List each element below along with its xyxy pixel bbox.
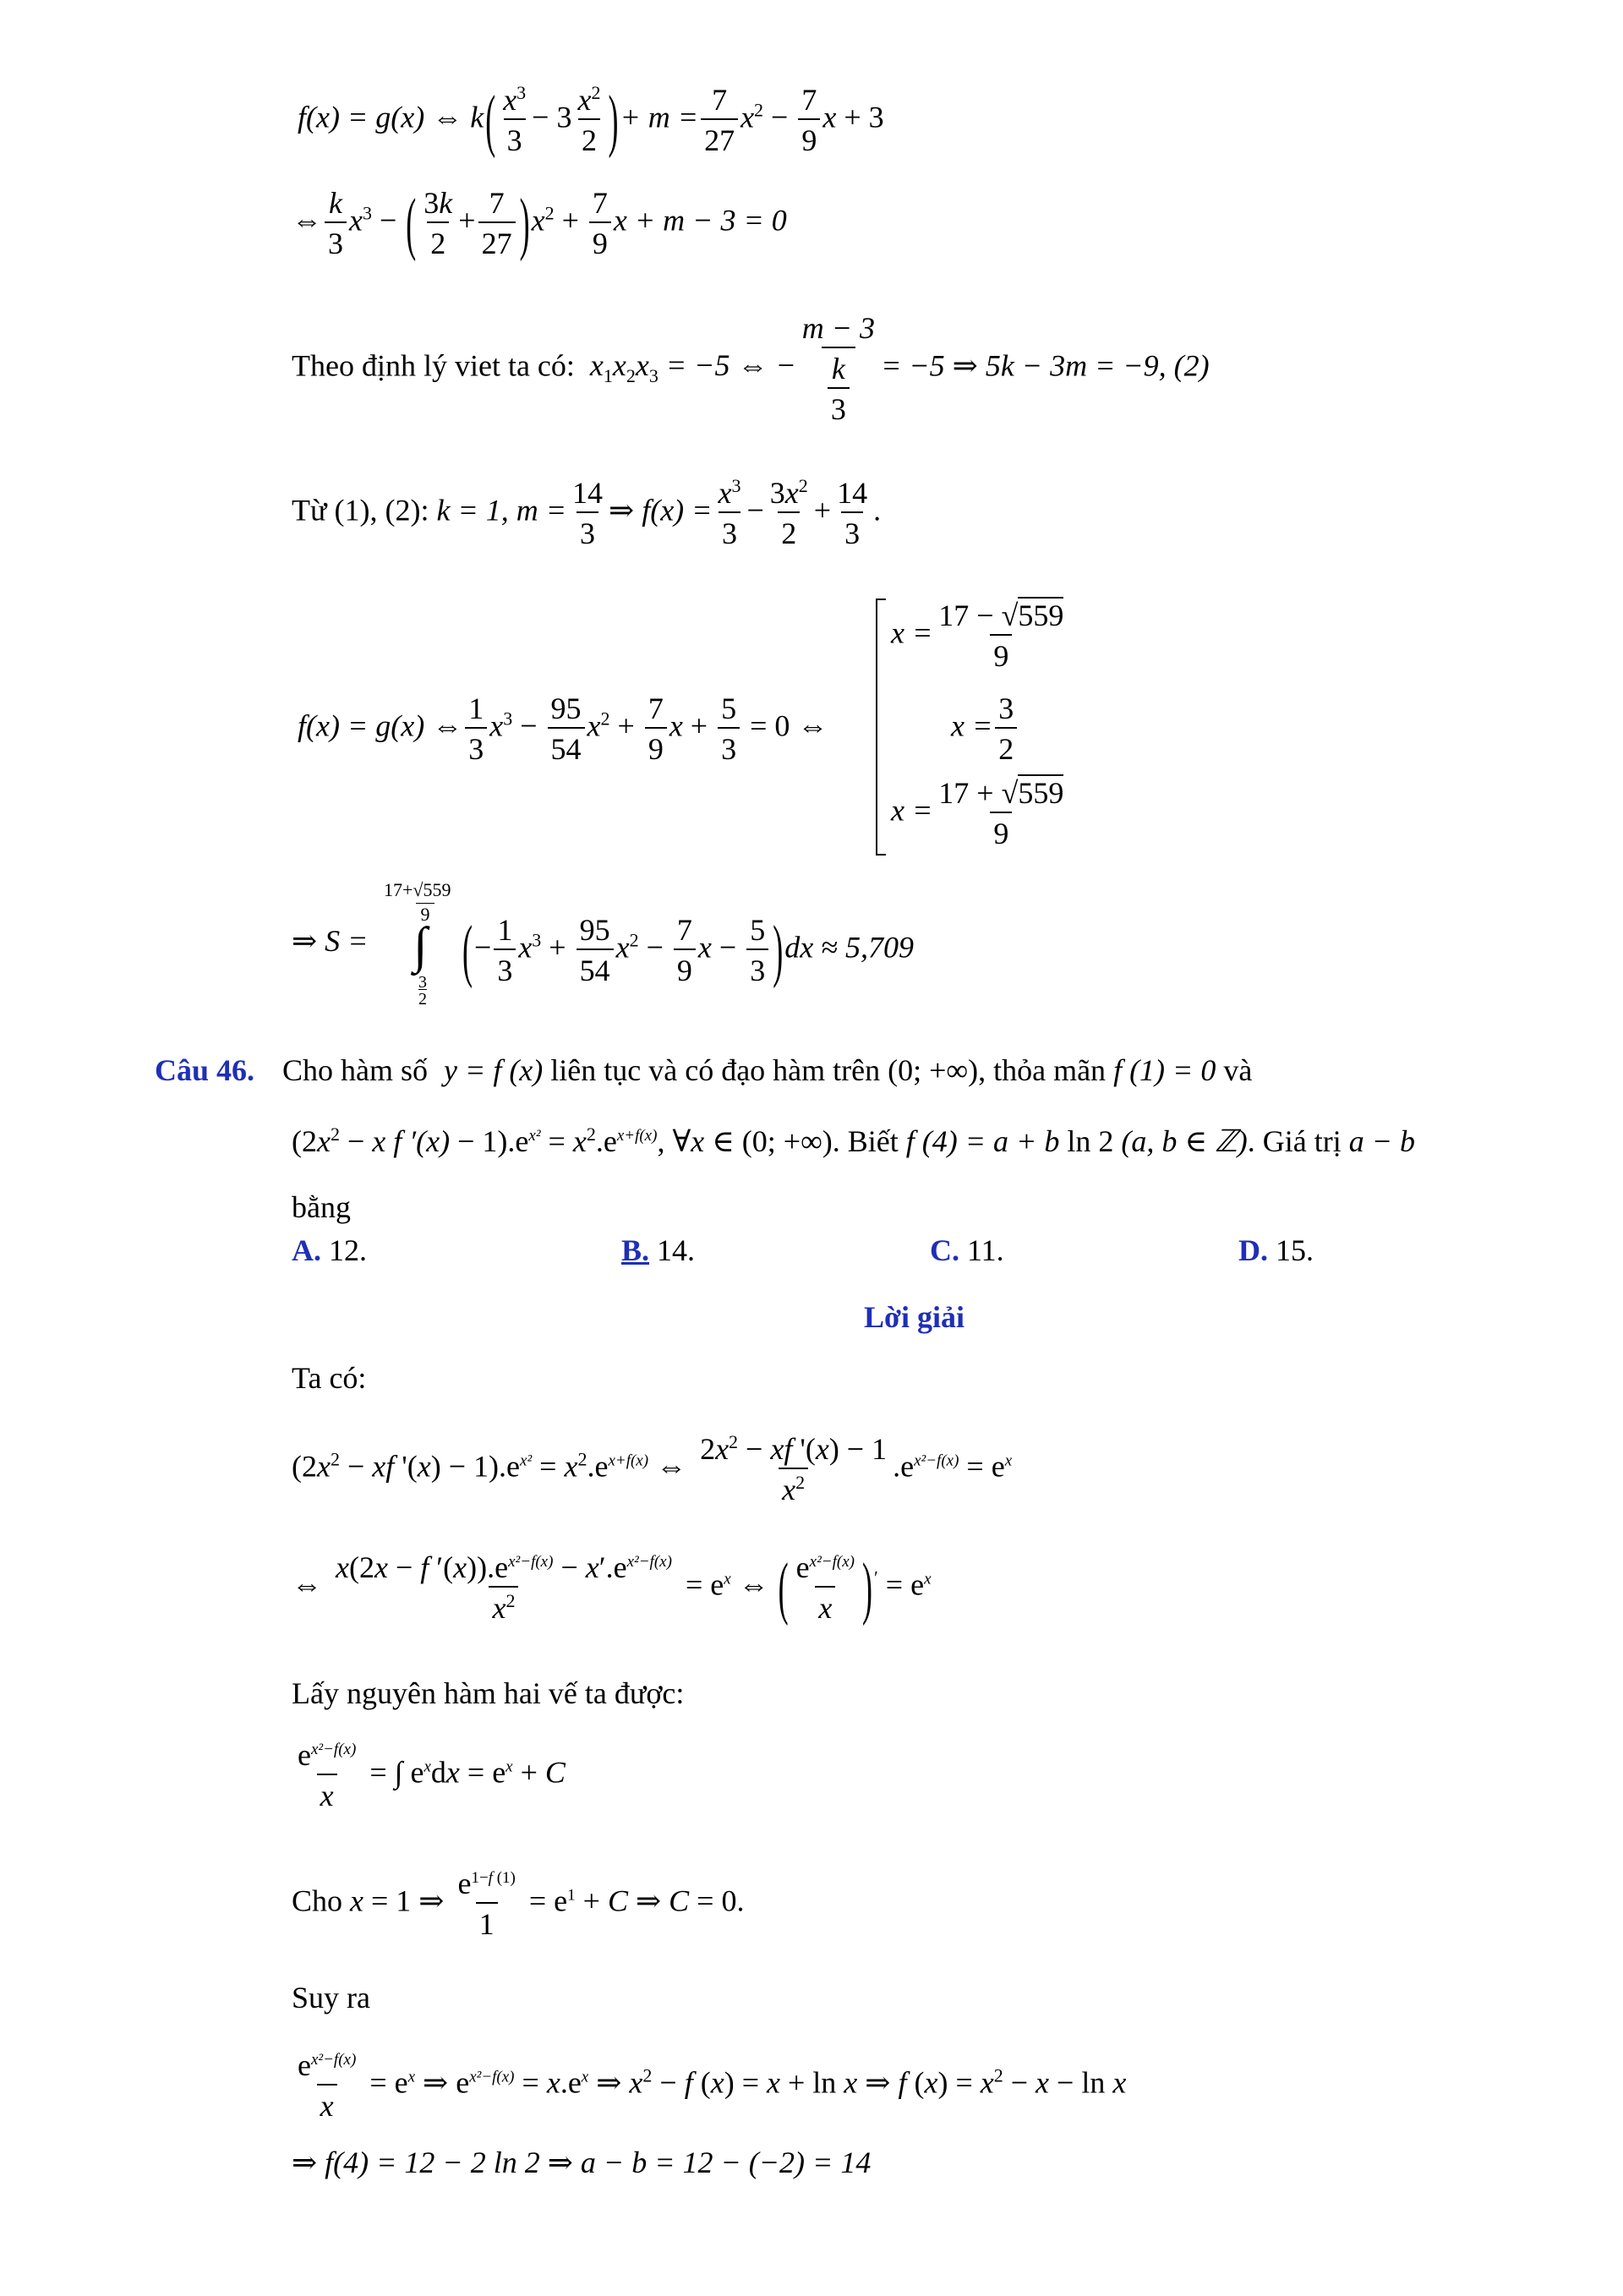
question-label: Câu 46. [155,1053,255,1087]
from-refs: (1), (2): [334,493,429,528]
integral-bounds-top-den: 9 [416,904,434,925]
integral-bounds-top: 17+√559 [384,879,451,900]
option-a[interactable]: A. 12. [292,1233,367,1267]
system-bracket [876,599,886,856]
from-label: Từ [292,493,327,528]
viet-line: Theo định lý viet ta có: $x_1x_2x_3 = -5$ ⇔ − $\frac{m - 3}{\frac{k}{3}}$ = −5 ⇒ 5k − 3m = −9, (2) [292,311,1210,426]
system-lhs: f(x) = g(x) ⇔ [298,708,463,743]
option-c[interactable]: C. 11. [930,1233,1004,1267]
option-d[interactable]: D. 15. [1238,1233,1314,1267]
final-derivation: $\frac{e^{x^2-f(x)}}{x}$ = $e^x$ ⇒ $e^{x^2-f(x)} = x.e^x$ ⇒ $x^2 - f$ (x) = x + ln x ⇒ f $(x) = x^2 - x - \ln x$ [298,2048,1127,2123]
equation-expanded: ⇔ $\frac{k}{3}$ $x^3$ − ( $\frac{3k}{2}$ + $\frac{7}{27}$ )$x^2$ + $\frac{7}{9}$ x + m − 3 = 0 [292,184,787,262]
eq2-prefix: ⇔ [292,203,322,238]
integral-line: ⇒ S = [292,924,369,958]
option-b[interactable]: B. 14. [621,1233,696,1267]
suy-ra: Suy ra [292,1981,370,2014]
solution-heading: Lời giải [864,1300,965,1334]
from-line: Từ (1), (2): k = 1, m = $\frac{14}{3}$ ⇒ f(x) = $\frac{x^3}{3}$ − $\frac{3x^2}{2}$ + $\frac{14}{3}$ . [292,475,882,550]
question-line-2: ($2x^2 - x$ f $'(x) - 1).e^{x^2} = x^2.e^{x+f(x)}$, ∀x ∈ (0; +∞). Biết f (4) = a + b ln 2 (a, b ∈ ℤ). Giá trị a − b [292,1123,1416,1158]
q-text-3: , thỏa mãn [978,1053,1107,1087]
question-line-1: Câu 46. Cho hàm số y = f (x) liên tục và có đạo hàm trên (0; +∞), thỏa mãn f (1) = 0 và [155,1053,1253,1087]
question-line-3 [292,1192,351,1222]
q-line2-3: . Giá trị [1247,1124,1342,1158]
q-line3: bằng [292,1190,351,1224]
q-line2-2: . Biết [832,1124,899,1158]
eq1-lhs: f(x) = g(x) ⇔ k [298,100,484,134]
solution-step-1: ($2x^2$ − xf '$(x) - 1).e^{x^2} = x^2.e^{x+f(x)}$ ⇔ $\frac{2x^2 - xf '(x) - 1}{x^2}$ $.e^{x^2-f(x)} = e^x$ [292,1431,1013,1506]
antiderivative-eq: $\frac{e^{x^2-f(x)}}{x}$ = ∫ $e^xdx = e^x + C$ [298,1738,566,1812]
viet-intro: Theo định lý viet ta có: [292,348,575,383]
cho-label: Cho [292,1883,343,1918]
initial-condition: Cho x = 1 ⇒ $\frac{e^{1-f (1)}}{1}$ = $e^1 + C$ ⇒ C = 0. [292,1867,745,1941]
solution-step-2: ⇔ $\frac{x(2x - f '(x)).e^{x^2-f(x)} - x'.e^{x^2-f(x)}}{x^2}$ = $e^x$ ⇔ ( $\frac{e^{x^2-f(x)}}{x}$ )$' = e^x$ [292,1549,932,1626]
integral-bounds-bottom: 3 2 [418,973,427,1009]
eq1-rhs: + m = [620,100,699,134]
integral-sign: ∫ [413,917,428,973]
integral-body: (− $\frac{1}{3}$ $x^3$ + $\frac{95}{54}$ $x^2$ − $\frac{7}{9}$ x − $\frac{5}{3}$ )dx ≈ 5,709 [462,911,914,989]
equation-fg-cubic: f(x) = g(x) ⇔ k( $\frac{x^3}{3}$ − 3 $\frac{x^2}{2}$ )+ m = $\frac{7}{27}$ $x^2$ − $\frac{7}{9}$ x + 3 [298,81,884,159]
q-text-4: và [1223,1053,1253,1087]
system-equation: f(x) = g(x) ⇔ $\frac{1}{3}$ $x^3$ − $\frac{95}{54}$ $x^2$ + $\frac{7}{9}$ x + $\frac{5}{3}$ = 0 ⇔ [298,692,828,766]
root-2: x = $\frac{3}{2}$ [951,693,1019,764]
root-1: x = $\frac{17 - √559}{9}$ [891,599,1064,673]
q-text-1: Cho hàm số [282,1053,429,1087]
final-answer-line: ⇒ f(4) = 12 − 2 ln 2 ⇒ a − b = 12 − (−2) = 14 [292,2146,872,2179]
antiderivative-intro: Lấy nguyên hàm hai vế ta được: [292,1676,685,1710]
viet-result: = −5 ⇒ 5k − 3m = −9, (2) [881,348,1210,383]
root-3: x = $\frac{17 + √559}{9}$ [891,776,1064,850]
from-values: k = 1, m = [436,493,567,528]
solution-intro: Ta có: [292,1361,367,1395]
eq2-tail: x + m − 3 = 0 [613,203,787,238]
q-text-2: liên tục và có đạo hàm trên [550,1053,881,1087]
area-result: dx ≈ 5,709 [784,930,914,965]
